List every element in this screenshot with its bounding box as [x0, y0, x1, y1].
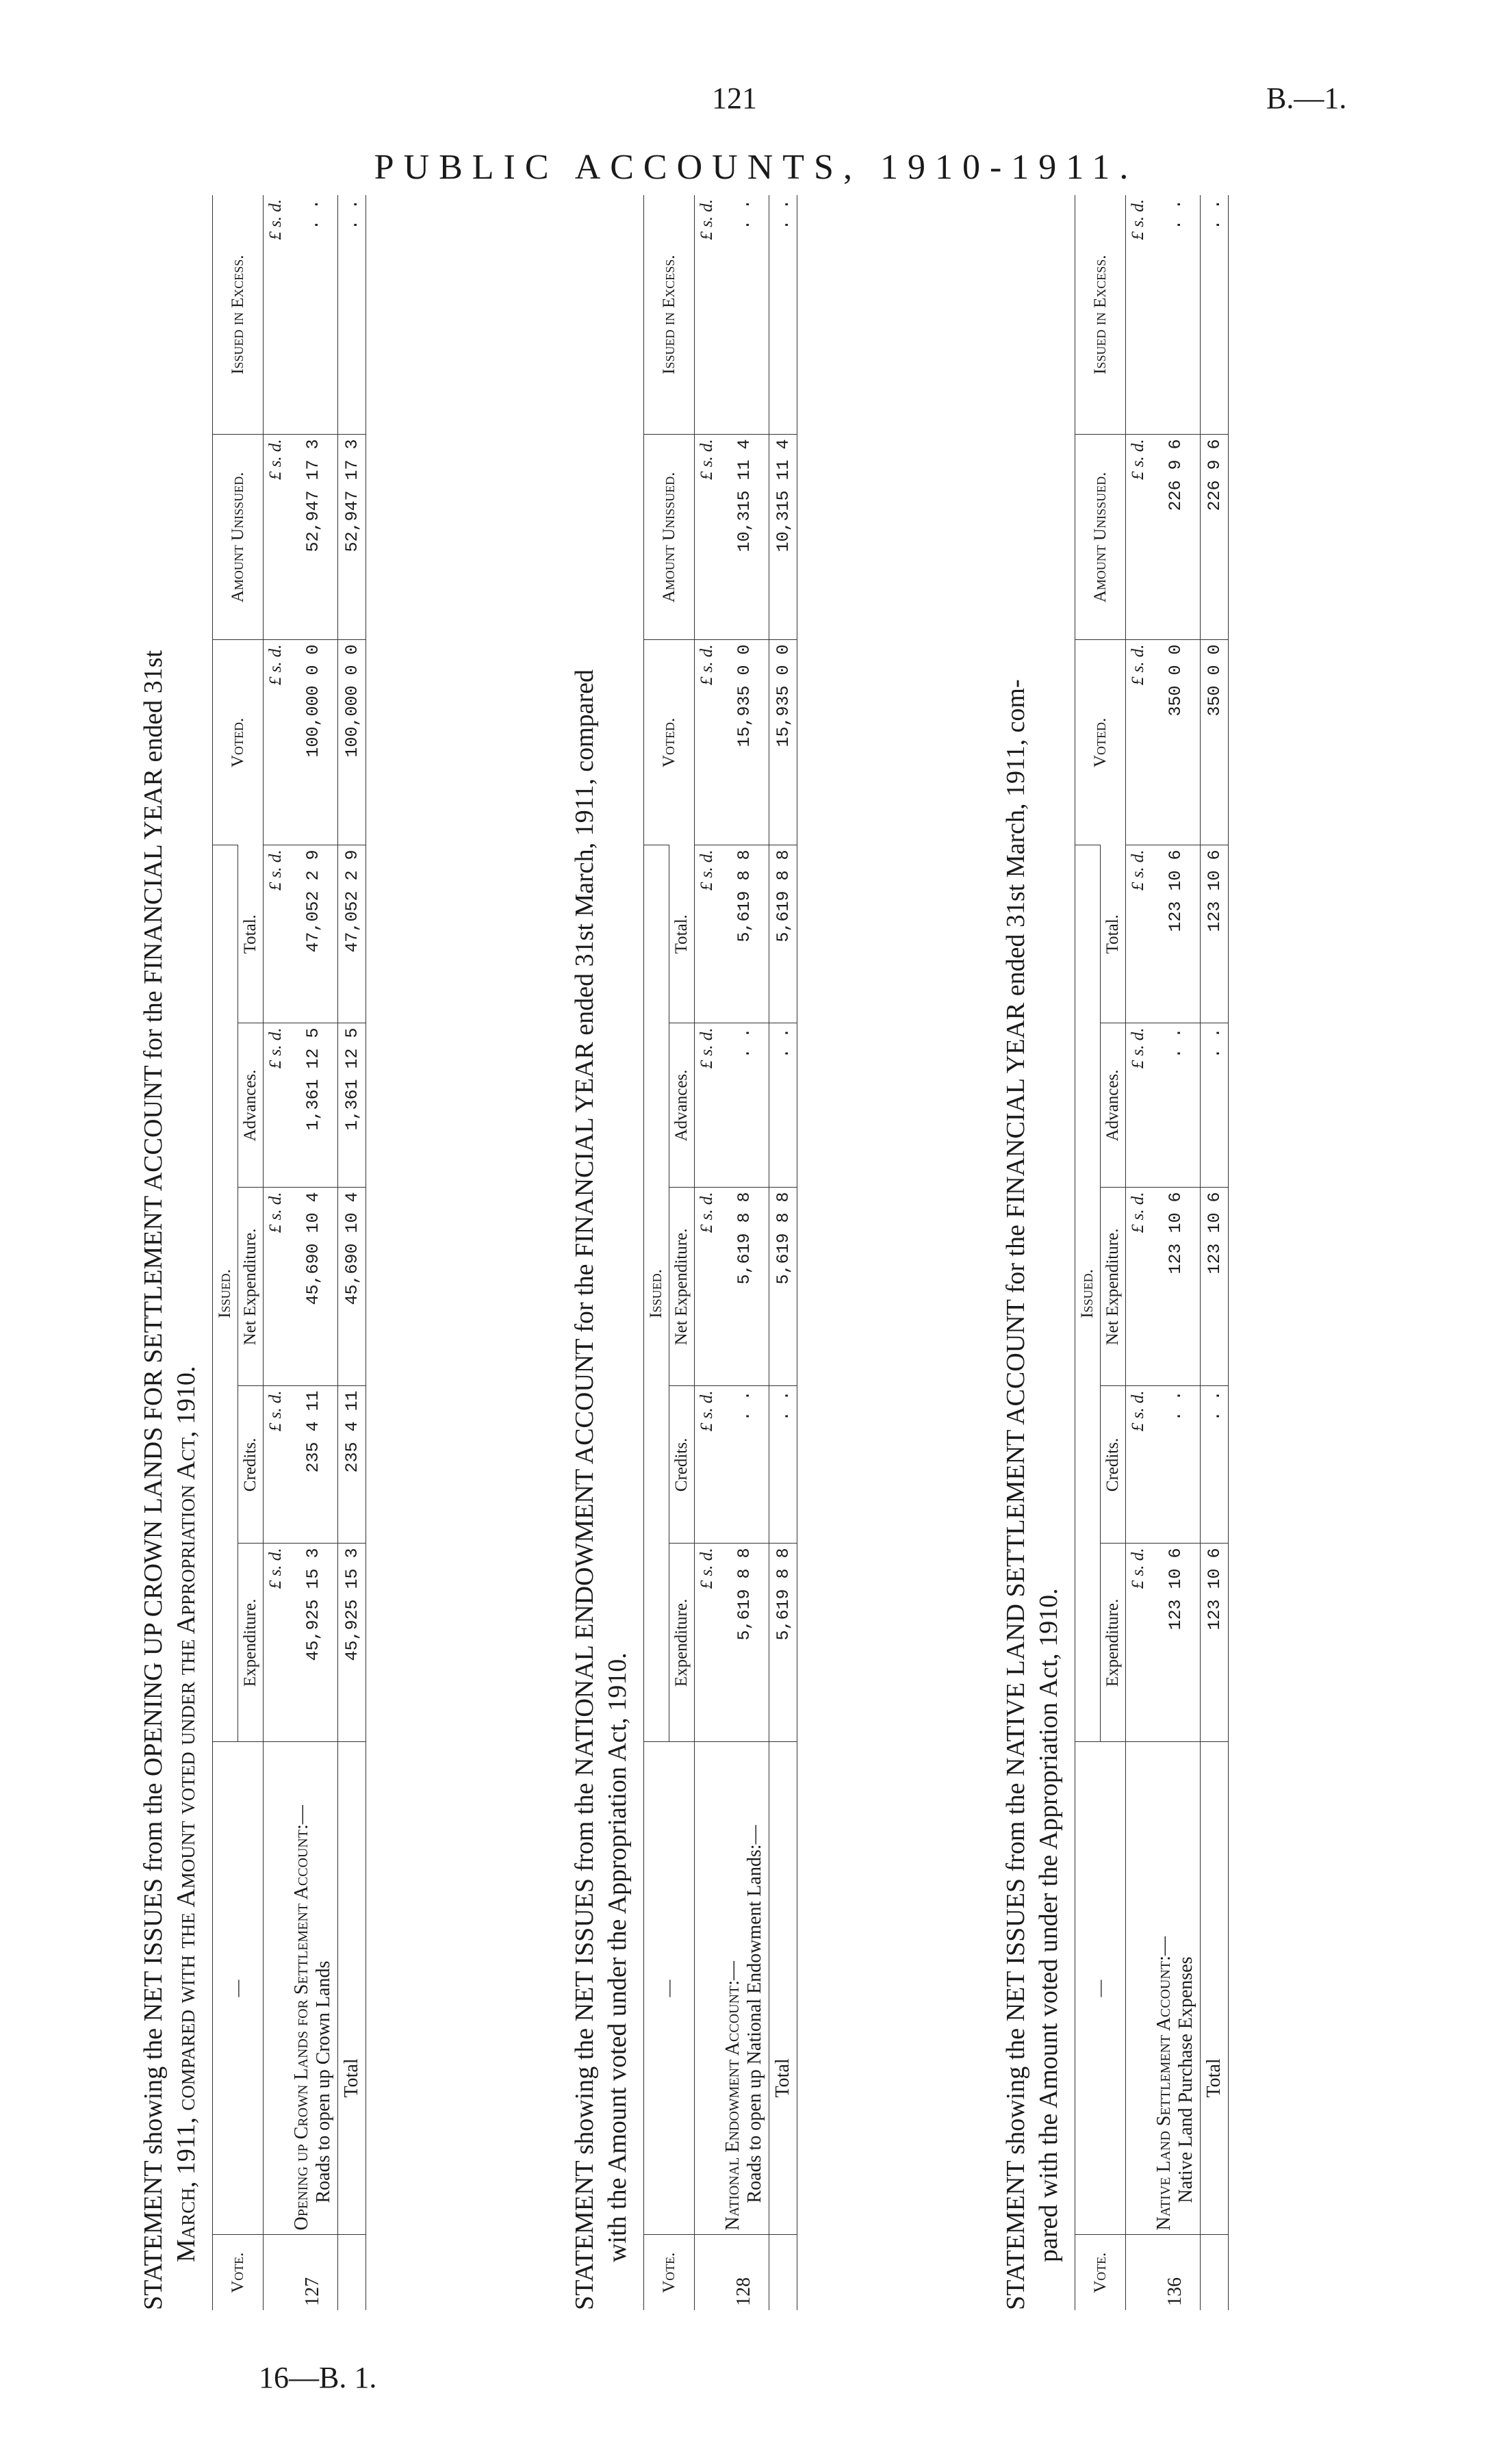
col-description: —	[644, 1742, 695, 2235]
cell-net-expenditure: 123 10 6	[1201, 1188, 1229, 1386]
vote-number: 128	[719, 2235, 769, 2310]
col-total: Total.	[238, 845, 264, 1023]
col-amount-unissued: Amount Unissued.	[1075, 435, 1126, 640]
col-credits: Credits.	[669, 1386, 695, 1544]
col-amount-unissued: Amount Unissued.	[213, 435, 264, 640]
cell-amount-unissued: 52,947 17 3	[288, 435, 338, 640]
rotated-statements-panel	[137, 195, 1403, 2310]
total-label: Total	[1201, 1742, 1229, 2235]
cell-credits: 235 4 11	[338, 1386, 366, 1544]
cell-amount-unissued: 226 9 6	[1201, 435, 1229, 640]
unit-label: £ s. d.	[264, 1023, 289, 1188]
total-row	[769, 195, 797, 2310]
total-row	[1201, 195, 1229, 2310]
heading-line: STATEMENT showing the NET ISSUES from the NATIVE LAND SETTLEMENT ACCOUNT for the FINANCIAL YEAR ended 31st March, 1911, com-	[1001, 679, 1030, 2310]
col-credits: Credits.	[1101, 1386, 1126, 1544]
unit-label: £ s. d.	[695, 845, 720, 1023]
cell-expenditure: 5,619 8 8	[719, 1544, 769, 1742]
page-number: 121	[712, 81, 757, 115]
col-expenditure: Expenditure.	[238, 1544, 264, 1742]
cell-issued-in-excess: . .	[1165, 199, 1186, 230]
col-vote: Vote.	[1075, 2235, 1126, 2310]
cell-issued-in-excess: . .	[769, 195, 797, 435]
vote-number: 127	[288, 2235, 338, 2310]
units-row	[1126, 195, 1151, 2310]
account-title: Opening up Crown Lands for Settlement Account:—	[291, 1805, 312, 2231]
vote-number: 136	[1151, 2235, 1201, 2310]
cell-net-expenditure: 45,690 10 4	[338, 1188, 366, 1386]
cell-advances: . .	[769, 1023, 797, 1188]
cell-amount-unissued: 10,315 11 4	[769, 435, 797, 640]
col-issued-in-excess: Issued in Excess.	[213, 195, 264, 435]
statement-heading	[137, 195, 203, 2310]
cell-voted: 15,935 0 0	[769, 640, 797, 845]
unit-label: £ s. d.	[264, 435, 289, 640]
item-label: Roads to open up National Endowment Lands:—	[744, 1825, 765, 2203]
table-row	[1151, 195, 1201, 2310]
page-title: PUBLIC ACCOUNTS, 1910-1911.	[374, 148, 1138, 187]
unit-label: £ s. d.	[695, 1023, 720, 1188]
row-description	[719, 1742, 769, 2235]
cell-total: 123 10 6	[1151, 845, 1201, 1023]
unit-label: £ s. d.	[695, 435, 720, 640]
col-voted: Voted.	[1075, 640, 1126, 845]
col-expenditure: Expenditure.	[1101, 1544, 1126, 1742]
col-net-expenditure: Net Expenditure.	[669, 1188, 695, 1386]
col-description: —	[1075, 1742, 1126, 2235]
col-credits: Credits.	[238, 1386, 264, 1544]
statement-national-endowment	[568, 195, 793, 2310]
unit-label: £ s. d.	[266, 199, 285, 240]
item-label: Native Land Purchase Expenses	[1175, 1956, 1196, 2203]
cell-total: 5,619 8 8	[769, 845, 797, 1023]
total-label: Total	[338, 1742, 366, 2235]
cell-amount-unissued: 226 9 6	[1151, 435, 1201, 640]
account-title: Native Land Settlement Account:—	[1153, 1936, 1175, 2231]
heading-line: STATEMENT showing the NET ISSUES from the NATIONAL ENDOWMENT ACCOUNT for the FINANCIAL YEAR ended 31st March, 1911, compared	[570, 669, 599, 2310]
unit-label: £ s. d.	[1126, 435, 1151, 640]
col-advances: Advances.	[669, 1023, 695, 1188]
col-issued: Issued.	[1075, 845, 1101, 1742]
col-issued-in-excess: Issued in Excess.	[644, 195, 695, 435]
cell-credits: . .	[769, 1386, 797, 1544]
cell-credits: . .	[719, 1386, 769, 1544]
cell-expenditure: 45,925 15 3	[338, 1544, 366, 1742]
cell-total: 123 10 6	[1201, 845, 1229, 1023]
statement-heading	[999, 195, 1065, 2310]
unit-label: £ s. d.	[697, 199, 716, 240]
cell-voted: 100,000 0 0	[338, 640, 366, 845]
footer-signature: 16—B. 1.	[259, 2361, 377, 2394]
cell-credits: 235 4 11	[288, 1386, 338, 1544]
cell-total: 47,052 2 9	[288, 845, 338, 1023]
cell-net-expenditure: 5,619 8 8	[769, 1188, 797, 1386]
cell-net-expenditure: 45,690 10 4	[288, 1188, 338, 1386]
cell-issued-in-excess: . .	[734, 199, 754, 230]
cell-amount-unissued: 52,947 17 3	[338, 435, 366, 640]
cell-expenditure: 5,619 8 8	[769, 1544, 797, 1742]
heading-line: with the Amount voted under the Appropriation Act, 1910.	[603, 1652, 632, 2262]
unit-label: £ s. d.	[264, 1188, 289, 1386]
unit-label: £ s. d.	[264, 845, 289, 1023]
col-voted: Voted.	[213, 640, 264, 845]
statement-heading	[568, 195, 634, 2310]
col-total: Total.	[1101, 845, 1126, 1023]
unit-label: £ s. d.	[695, 640, 720, 845]
cell-expenditure: 123 10 6	[1201, 1544, 1229, 1742]
col-description: —	[213, 1742, 264, 2235]
cell-voted: 15,935 0 0	[719, 640, 769, 845]
cell-advances: . .	[1151, 1023, 1201, 1188]
cell-net-expenditure: 5,619 8 8	[719, 1188, 769, 1386]
cell-credits: . .	[1151, 1386, 1201, 1544]
col-issued: Issued.	[644, 845, 669, 1742]
unit-label: £ s. d.	[264, 1386, 289, 1544]
statement-native-land-settlement	[999, 195, 1225, 2310]
cell-advances: . .	[719, 1023, 769, 1188]
heading-line: pared with the Amount voted under the Appropriation Act, 1910.	[1034, 1588, 1063, 2262]
unit-label: £ s. d.	[1126, 1386, 1151, 1544]
col-issued-in-excess: Issued in Excess.	[1075, 195, 1126, 435]
page-reference: B.—1.	[1266, 81, 1347, 115]
unit-label: £ s. d.	[1126, 1544, 1151, 1742]
row-description	[288, 1742, 338, 2235]
cell-voted: 350 0 0	[1151, 640, 1201, 845]
cell-issued-in-excess: . .	[1201, 195, 1229, 435]
cell-voted: 100,000 0 0	[288, 640, 338, 845]
table-row	[719, 195, 769, 2310]
heading-line: STATEMENT showing the NET ISSUES from the OPENING UP CROWN LANDS FOR SETTLEMENT ACCOUNT for the FINANCIAL YEAR ended 31st	[139, 650, 168, 2310]
unit-label: £ s. d.	[1126, 845, 1151, 1023]
unit-label: £ s. d.	[695, 1188, 720, 1386]
col-vote: Vote.	[644, 2235, 695, 2310]
total-label: Total	[769, 1742, 797, 2235]
unit-label: £ s. d.	[695, 1544, 720, 1742]
table-row	[288, 195, 338, 2310]
statement-table	[1075, 195, 1229, 2310]
cell-total: 5,619 8 8	[719, 845, 769, 1023]
units-row	[695, 195, 720, 2310]
cell-issued-in-excess: . .	[338, 195, 366, 435]
cell-credits: . .	[1201, 1386, 1229, 1544]
unit-label: £ s. d.	[1126, 640, 1151, 845]
cell-issued-in-excess: . .	[303, 199, 323, 230]
unit-label: £ s. d.	[1129, 199, 1147, 240]
account-title: National Endowment Account:—	[722, 1960, 743, 2231]
col-advances: Advances.	[1101, 1023, 1126, 1188]
cell-advances: 1,361 12 5	[338, 1023, 366, 1188]
unit-label: £ s. d.	[264, 1544, 289, 1742]
cell-expenditure: 123 10 6	[1151, 1544, 1201, 1742]
statement-crown-lands	[137, 195, 362, 2310]
col-total: Total.	[669, 845, 695, 1023]
cell-net-expenditure: 123 10 6	[1151, 1188, 1201, 1386]
col-advances: Advances.	[238, 1023, 264, 1188]
statement-table	[643, 195, 797, 2310]
cell-voted: 350 0 0	[1201, 640, 1229, 845]
col-net-expenditure: Net Expenditure.	[238, 1188, 264, 1386]
col-vote: Vote.	[213, 2235, 264, 2310]
unit-label: £ s. d.	[695, 1386, 720, 1544]
statement-table	[212, 195, 366, 2310]
cell-amount-unissued: 10,315 11 4	[719, 435, 769, 640]
col-net-expenditure: Net Expenditure.	[1101, 1188, 1126, 1386]
unit-label: £ s. d.	[1126, 1188, 1151, 1386]
heading-line: March, 1911, compared with the Amount voted under the Appropriation Act, 1910.	[172, 1366, 201, 2262]
col-amount-unissued: Amount Unissued.	[644, 435, 695, 640]
cell-expenditure: 45,925 15 3	[288, 1544, 338, 1742]
unit-label: £ s. d.	[1126, 1023, 1151, 1188]
col-voted: Voted.	[644, 640, 695, 845]
item-label: Roads to open up Crown Lands	[313, 1960, 334, 2203]
cell-advances: . .	[1201, 1023, 1229, 1188]
cell-total: 47,052 2 9	[338, 845, 366, 1023]
cell-advances: 1,361 12 5	[288, 1023, 338, 1188]
row-description	[1151, 1742, 1201, 2235]
total-row	[338, 195, 366, 2310]
units-row	[264, 195, 289, 2310]
col-issued: Issued.	[213, 845, 238, 1742]
col-expenditure: Expenditure.	[669, 1544, 695, 1742]
unit-label: £ s. d.	[264, 640, 289, 845]
